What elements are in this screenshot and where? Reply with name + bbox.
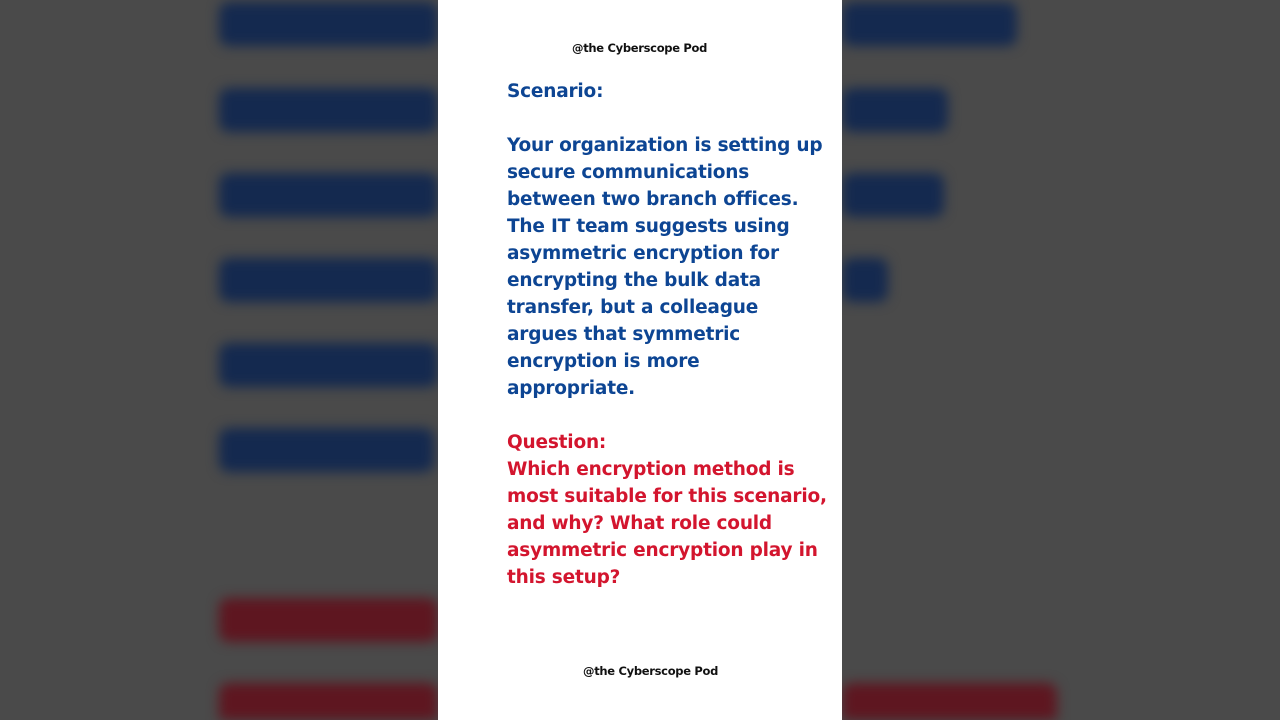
backdrop-blur-shape [219, 683, 438, 720]
short-video-frame[interactable] [438, 0, 842, 720]
scenario-heading: Scenario: [507, 81, 604, 102]
channel-handle-top: @the Cyberscope Pod [572, 41, 708, 55]
question-heading: Question: [507, 432, 607, 453]
scenario-line: appropriate. [507, 378, 636, 399]
scenario-line: secure communications [507, 162, 750, 183]
scenario-line: transfer, but a colleague [507, 297, 759, 318]
question-line: most suitable for this scenario, [507, 486, 827, 507]
scenario-line: encryption is more [507, 351, 700, 372]
scenario-line: Your organization is setting up [507, 135, 823, 156]
backdrop-blur-shape [842, 2, 1017, 46]
backdrop-blur-shape [219, 2, 438, 46]
scenario-line: encrypting the bulk data [507, 270, 761, 291]
backdrop-blur-shape [219, 598, 438, 642]
scenario-line: between two branch offices. [507, 189, 799, 210]
backdrop-blur-shape [842, 173, 944, 217]
backdrop-blur-shape [842, 258, 888, 302]
scenario-body [507, 132, 822, 402]
question-line: asymmetric encryption play in [507, 540, 818, 561]
question-line: this setup? [507, 567, 621, 588]
scenario-line: The IT team suggests using [507, 216, 790, 237]
backdrop-blur-shape [219, 88, 438, 132]
scenario-line: argues that symmetric [507, 324, 741, 345]
question-line: and why? What role could [507, 513, 772, 534]
backdrop-blur-shape [219, 258, 438, 302]
question-body [507, 456, 827, 591]
scenario-line: asymmetric encryption for [507, 243, 779, 264]
backdrop-blur-shape [219, 343, 438, 387]
backdrop-blur-shape [219, 173, 438, 217]
question-line: Which encryption method is [507, 459, 795, 480]
backdrop-blur-shape [842, 88, 948, 132]
backdrop-blur-shape [219, 428, 434, 472]
channel-handle-bottom: @the Cyberscope Pod [583, 664, 719, 678]
backdrop-blur-shape [842, 683, 1057, 720]
